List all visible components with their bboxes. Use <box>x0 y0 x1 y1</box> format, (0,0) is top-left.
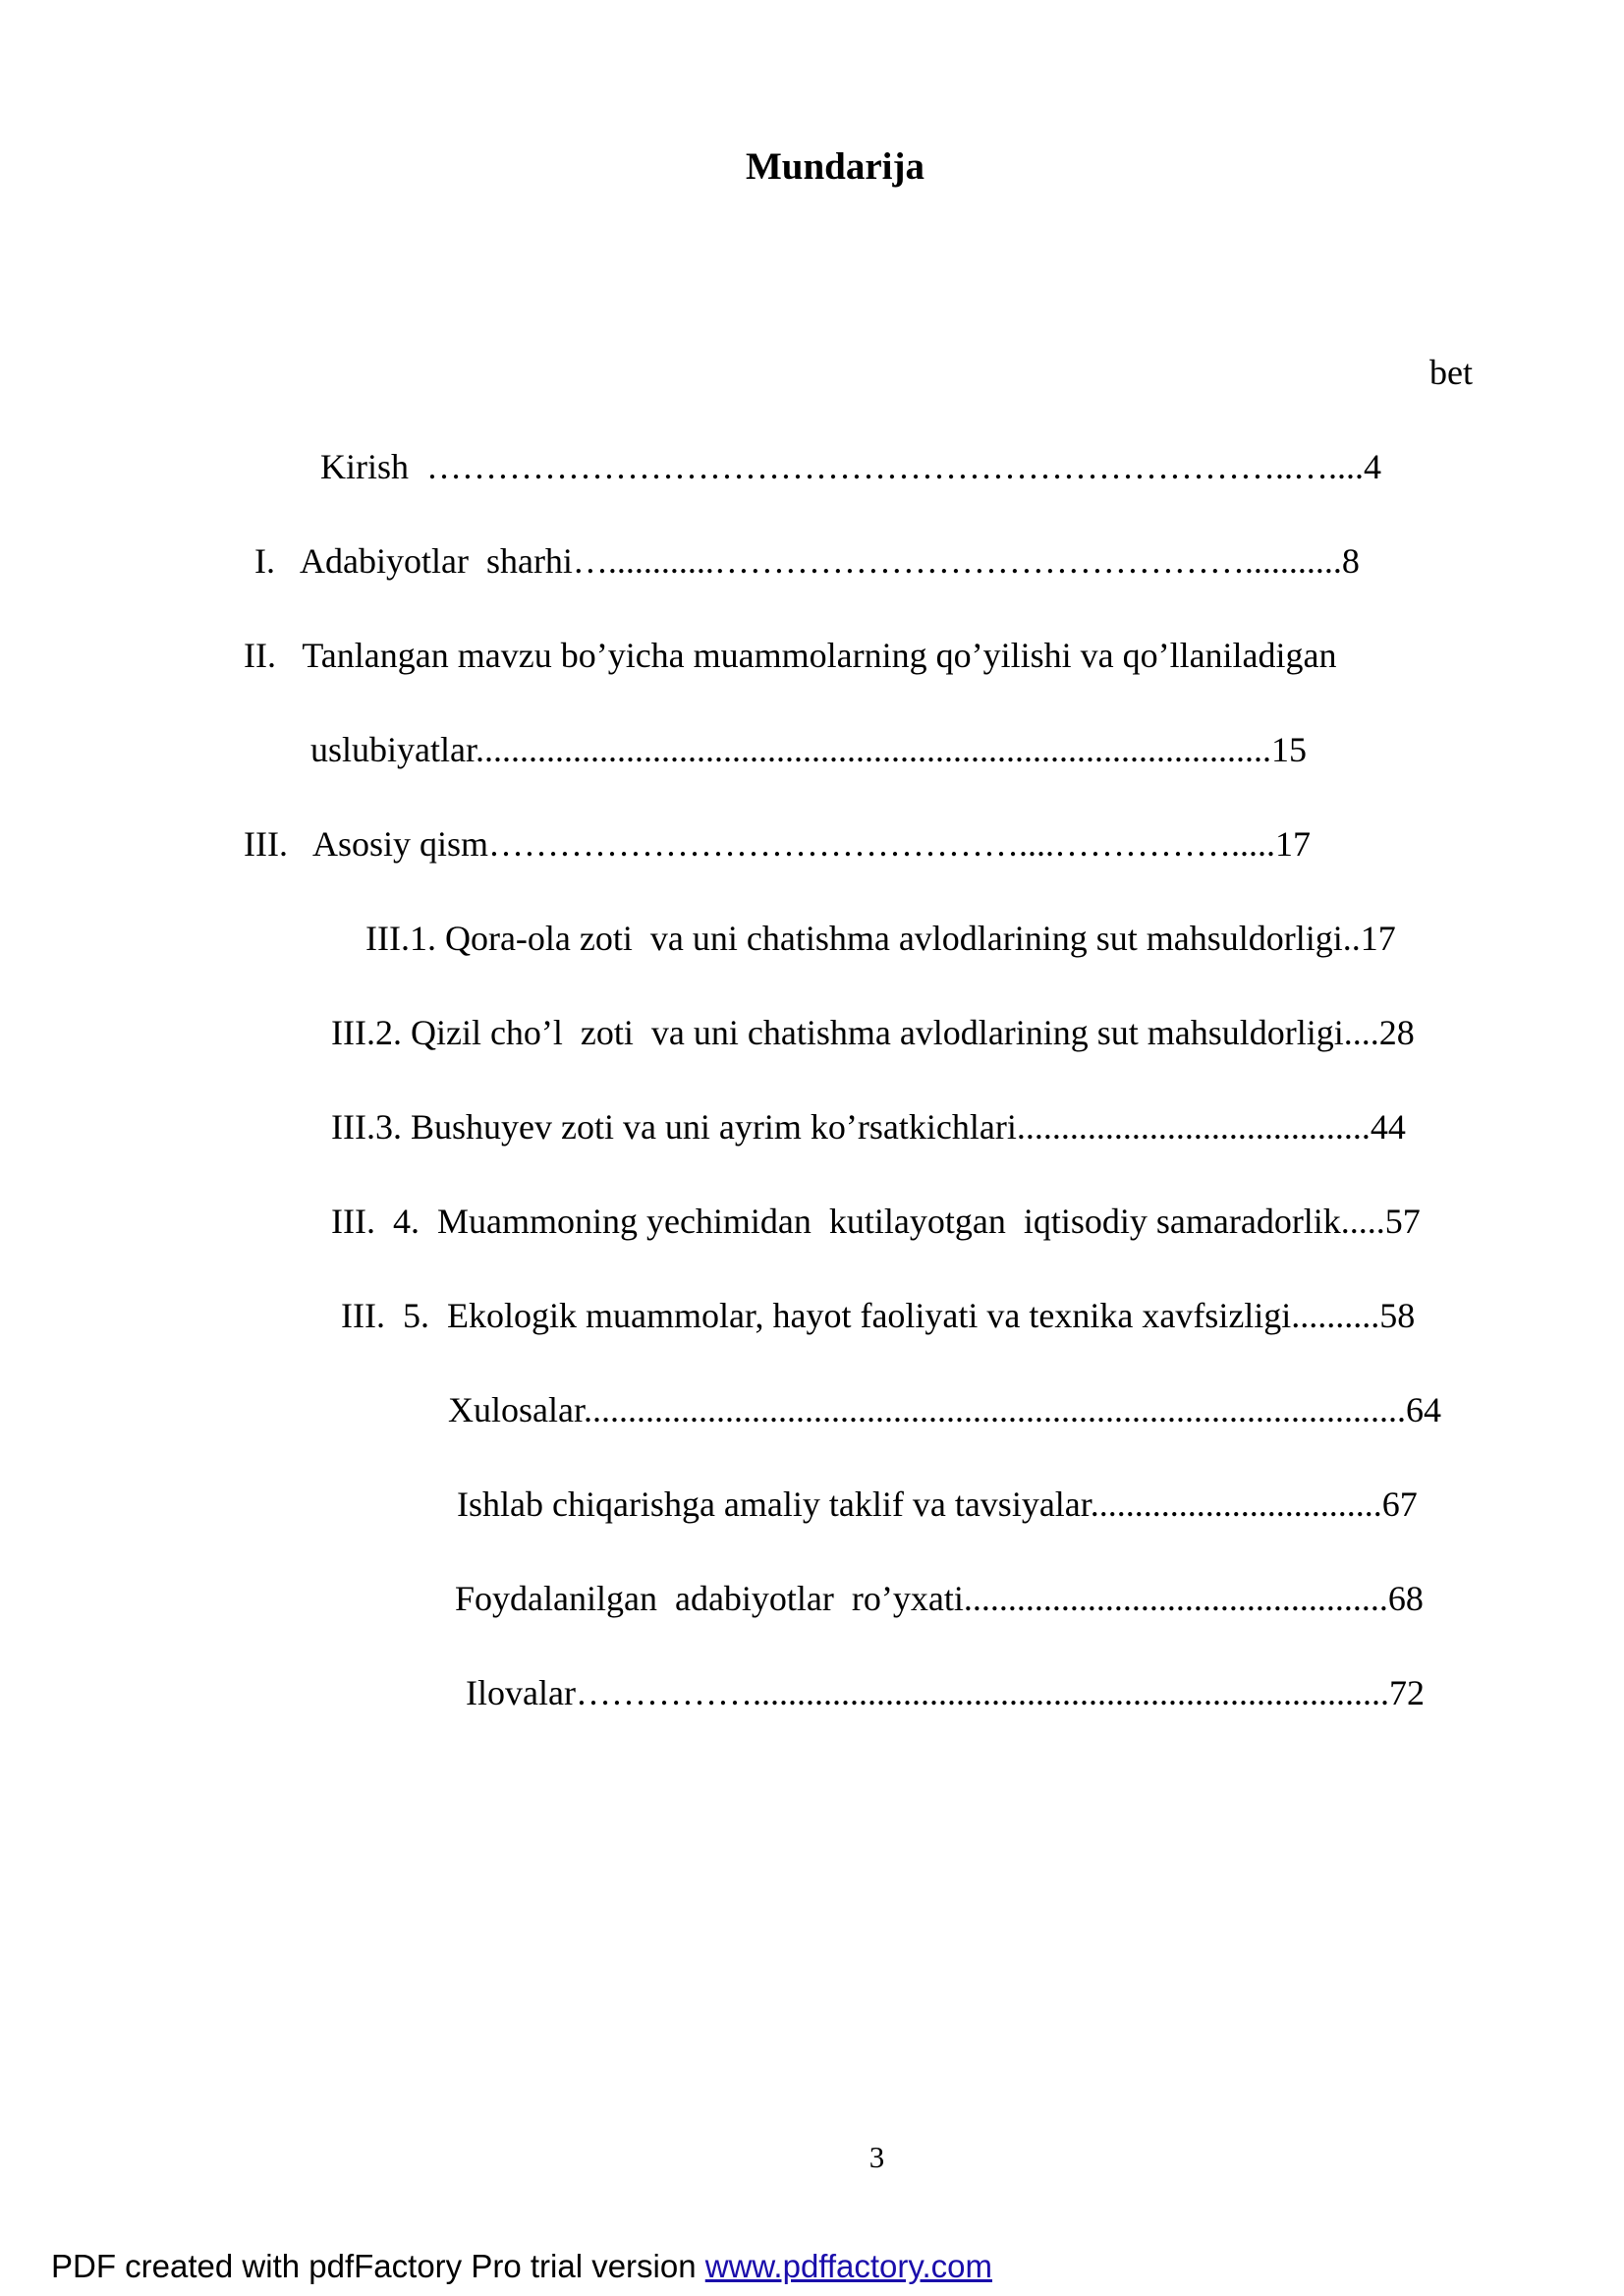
toc-entry-ilovalar: Ilovalar……………........................................................................72 <box>466 1673 1425 1712</box>
toc-entry-iii-4: III. 4. Muammoning yechimidan kutilayotgan iqtisodiy samaradorlik.....57 <box>331 1202 1421 1241</box>
footer-link[interactable]: www.pdffactory.com <box>704 2248 992 2284</box>
toc-entry-kirish: Kirish ………………………………………………………………..…....4 <box>320 447 1381 486</box>
toc-entry-tanlangan-mavzu: II. Tanlangan mavzu bo’yicha muammolarning qo’yilishi va qo’llaniladigan <box>244 636 1337 675</box>
toc-entry-adabiyotlar-sharhi: I. Adabiyotlar sharhi…............………………………………………...........8 <box>254 541 1360 581</box>
toc-entry-uslubiyatlar: uslubiyatlar..........................................................................................15 <box>310 730 1307 769</box>
footer-text: PDF created with pdfFactory Pro trial version <box>51 2248 705 2284</box>
toc-entry-iii-3: III.3. Bushuyev zoti va uni ayrim ko’rsatkichlari........................................44 <box>331 1107 1406 1147</box>
toc-entry-asosiy-qism: III. Asosiy qism………………………………………....…………….....17 <box>244 824 1312 864</box>
toc-entry-iii-2: III.2. Qizil cho’l zoti va uni chatishma avlodlarining sut mahsuldorligi....28 <box>331 1013 1415 1052</box>
toc-entry-taklif-tavsiyalar: Ishlab chiqarishga amaliy taklif va tavsiyalar.................................67 <box>457 1484 1418 1524</box>
toc-entry-iii-1: III.1. Qora-ola zoti va uni chatishma avlodlarining sut mahsuldorligi..17 <box>365 919 1396 958</box>
page-number: 3 <box>868 2140 885 2174</box>
pdf-footer <box>51 2250 992 2282</box>
toc-entry-adabiyotlar-royxati: Foydalanilgan adabiyotlar ro’yxati................................................68 <box>455 1579 1424 1618</box>
toc-entry-iii-5: III. 5. Ekologik muammolar, hayot faoliyati va texnika xavfsizligi..........58 <box>341 1296 1416 1335</box>
document-title: Mundarija <box>745 145 924 188</box>
page-column-label: bet <box>1429 353 1473 392</box>
toc-entry-xulosalar: Xulosalar.............................................................................................64 <box>448 1390 1441 1429</box>
